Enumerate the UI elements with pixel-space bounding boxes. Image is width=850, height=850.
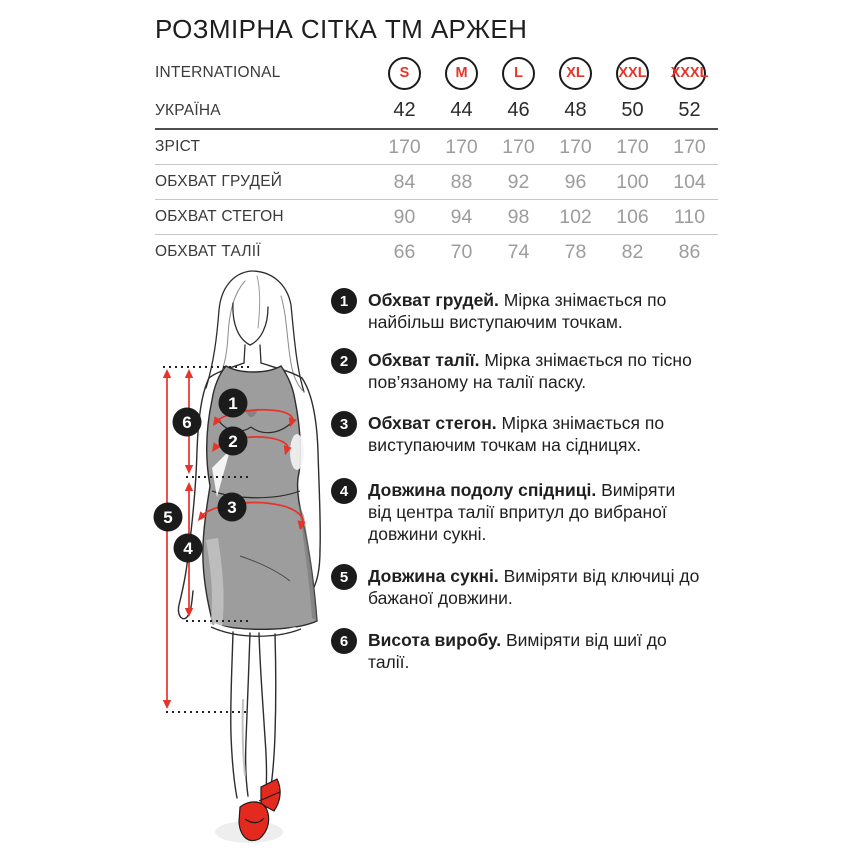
side-highlight xyxy=(290,434,304,470)
cell-value: 170 xyxy=(673,135,706,158)
point-label-2: 2 xyxy=(228,432,238,451)
row-label-hips: ОБХВАТ СТЕГОН xyxy=(155,208,284,225)
cell-value: 102 xyxy=(559,205,592,228)
point-label-1: 1 xyxy=(228,394,238,413)
page-title: РОЗМІРНА СІТКА ТМ АРЖЕН xyxy=(155,14,528,44)
measure-term: Обхват талії. xyxy=(368,350,480,370)
cell-value: 104 xyxy=(673,170,706,193)
cell-value: 78 xyxy=(564,240,587,263)
size-badge-xxl: XXL xyxy=(616,57,649,90)
cell-value: 52 xyxy=(678,99,701,121)
cell-value: 110 xyxy=(673,205,706,228)
measure-text: Мірка знімається по найбільш виступаючим точкам. xyxy=(368,290,667,332)
row-height xyxy=(155,130,718,164)
cell-value: 84 xyxy=(393,170,416,193)
size-badge-s: S xyxy=(388,57,421,90)
size-badge-l: L xyxy=(502,57,535,90)
row-label-international: INTERNATIONAL xyxy=(155,64,281,81)
cell-value: 82 xyxy=(621,240,644,263)
measure-text: Мірка знімається по тісно пов’язаному на талії паску. xyxy=(368,350,692,392)
figure-illustration xyxy=(140,262,345,850)
size-badge-m: M xyxy=(445,57,478,90)
measure-item-5 xyxy=(331,565,731,609)
cell-value: 96 xyxy=(564,170,587,193)
measure-item-3 xyxy=(331,412,731,456)
row-hips xyxy=(155,200,718,234)
row-label-waist: ОБХВАТ ТАЛІЇ xyxy=(155,243,261,260)
measure-term: Довжина подолу спідниці. xyxy=(368,480,597,500)
measure-number-badge: 4 xyxy=(331,478,357,504)
cell-value: 98 xyxy=(507,205,530,228)
cell-value: 170 xyxy=(388,135,421,158)
point-label-3: 3 xyxy=(227,498,237,517)
row-ukraine xyxy=(155,93,718,128)
cell-value: 46 xyxy=(507,99,530,121)
cell-value: 170 xyxy=(616,135,649,158)
measure-item-2 xyxy=(331,349,731,393)
cell-value: 170 xyxy=(559,135,592,158)
neck xyxy=(244,345,261,363)
measure-number-badge: 1 xyxy=(331,288,357,314)
cell-value: 94 xyxy=(450,205,473,228)
measure-term: Обхват грудей. xyxy=(368,290,499,310)
measure-item-4 xyxy=(331,479,731,545)
cell-value: 74 xyxy=(507,240,530,263)
row-international xyxy=(155,53,718,93)
measure-number-badge: 6 xyxy=(331,628,357,654)
point-label-5: 5 xyxy=(163,508,173,527)
face xyxy=(233,303,268,345)
cell-value: 44 xyxy=(450,99,473,121)
row-label-ukraine: УКРАЇНА xyxy=(155,101,221,119)
measure-number-badge: 2 xyxy=(331,348,357,374)
row-label-height: ЗРІСТ xyxy=(155,138,201,155)
measure-number-badge: 5 xyxy=(331,564,357,590)
measure-item-6 xyxy=(331,629,731,673)
measure-text: Виміряти від ключиці до бажаної довжини. xyxy=(368,566,700,608)
measure-number-badge: 3 xyxy=(331,411,357,437)
cell-value: 70 xyxy=(450,240,473,263)
point-label-4: 4 xyxy=(183,539,193,558)
cell-value: 100 xyxy=(616,170,649,193)
row-label-bust: ОБХВАТ ГРУДЕЙ xyxy=(155,173,283,190)
cell-value: 170 xyxy=(445,135,478,158)
measure-item-1 xyxy=(331,289,731,333)
cell-value: 106 xyxy=(616,205,649,228)
cell-value: 170 xyxy=(502,135,535,158)
size-table xyxy=(155,53,718,269)
cell-value: 88 xyxy=(450,170,473,193)
cell-value: 48 xyxy=(564,99,587,121)
measure-text: Виміряти від центра талії впритул до вибраної довжини сукні. xyxy=(368,480,676,544)
legs xyxy=(231,632,276,803)
measure-term: Обхват стегон. xyxy=(368,413,497,433)
measure-term: Висота виробу. xyxy=(368,630,502,650)
size-badge-xxxl: XXXL xyxy=(673,57,706,90)
size-badge-xl: XL xyxy=(559,57,592,90)
measurement-description-list xyxy=(331,289,731,689)
cell-value: 92 xyxy=(507,170,530,193)
point-label-6: 6 xyxy=(182,413,192,432)
measure-term: Довжина сукні. xyxy=(368,566,499,586)
cell-value: 90 xyxy=(393,205,416,228)
cell-value: 86 xyxy=(678,240,701,263)
measure-text: Виміряти від шиї до талії. xyxy=(368,630,667,672)
cell-value: 50 xyxy=(621,99,644,121)
measure-text: Мірка знімається по виступаючим точкам на сідницях. xyxy=(368,413,665,455)
cell-value: 66 xyxy=(393,240,416,263)
cell-value: 42 xyxy=(393,99,416,121)
row-bust xyxy=(155,165,718,199)
